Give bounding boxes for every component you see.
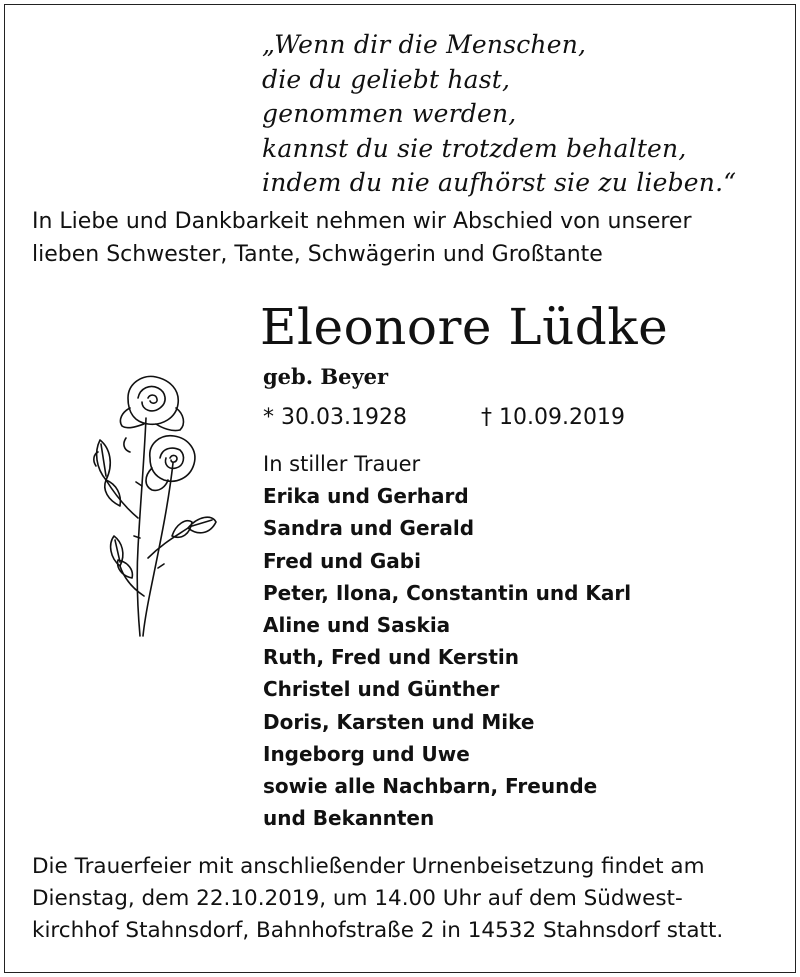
quote-line: kannst du sie trotzdem behalten, [262, 133, 687, 163]
rose-illustration-icon [88, 368, 218, 643]
quote-line: „Wenn dir die Menschen, [262, 30, 587, 59]
quote-line: indem du nie aufhörst sie zu lieben.“ [262, 168, 737, 197]
life-dates [263, 402, 783, 434]
mourning-lead: In stiller Trauer [263, 452, 421, 476]
mourner-name: Aline und Saskia [263, 613, 451, 638]
birth-date: * 30.03.1928 [263, 405, 407, 430]
closing-line: kirchhof Stahnsdorf, Bahnhofstraße 2 in 14532 Stahnsdorf statt. [32, 918, 724, 943]
mourner-name: Ingeborg und Uwe [263, 741, 470, 766]
funeral-details [32, 851, 782, 947]
intro-line: In Liebe und Dankbarkeit nehmen wir Abschied von unserer [32, 209, 692, 234]
farewell-intro [32, 205, 782, 271]
quote-line: genommen werden, [262, 99, 517, 128]
mourner-name: sowie alle Nachbarn, Freunde [263, 774, 598, 799]
deceased-name: Eleonore Lüdke [260, 298, 669, 356]
mourner-name: Peter, Ilona, Constantin und Karl [263, 580, 632, 605]
quote-line: die du geliebt hast, [262, 64, 511, 94]
mourner-name: und Bekannten [263, 806, 435, 831]
maiden-name: geb. Beyer [263, 364, 389, 389]
mourner-name: Christel und Günther [263, 677, 500, 702]
mourner-name: Erika und Gerhard [263, 484, 469, 509]
death-date: † 10.09.2019 [481, 405, 625, 430]
mourner-name: Sandra und Gerald [263, 516, 475, 541]
intro-line: lieben Schwester, Tante, Schwägerin und Großtante [32, 242, 603, 267]
mourner-name: Doris, Karsten und Mike [263, 709, 535, 734]
closing-line: Die Trauerfeier mit anschließender Urnenbeisetzung findet am [32, 854, 705, 879]
mourner-name: Fred und Gabi [263, 548, 421, 573]
mourner-name: Ruth, Fred und Kerstin [263, 645, 519, 670]
mourners-list [263, 448, 783, 834]
memorial-quote [262, 28, 782, 201]
closing-line: Dienstag, dem 22.10.2019, um 14.00 Uhr auf dem Südwest- [32, 886, 683, 911]
